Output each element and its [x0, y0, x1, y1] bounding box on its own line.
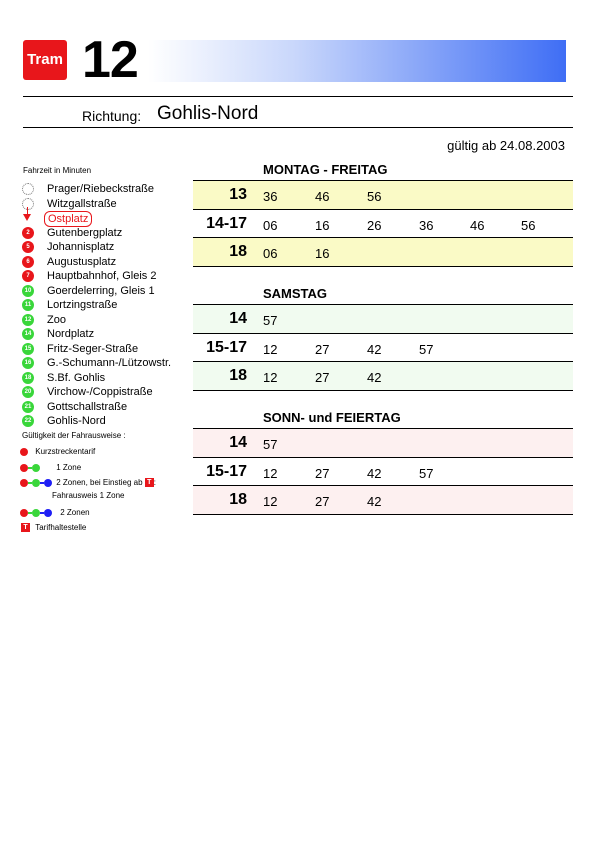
- stop-name: Fritz-Seger-Straße: [47, 342, 139, 355]
- header-divider: [23, 96, 573, 97]
- stop-marker: 18: [22, 372, 34, 384]
- tariff-stop-icon: T: [21, 523, 30, 532]
- legend-two-zones-boarding: 2 Zonen, bei Einstieg ab T :: [20, 478, 156, 487]
- departure-minute: 42: [367, 341, 382, 357]
- tariff-stop-icon: T: [145, 478, 154, 487]
- departure-minute: 42: [367, 494, 382, 509]
- direction-label: Richtung:: [82, 108, 142, 124]
- line-number: 12: [82, 31, 138, 89]
- departure-minute: 16: [315, 246, 330, 261]
- direction-arrow-icon: [23, 214, 31, 221]
- departure-minute: 36: [419, 217, 434, 233]
- stop-row: [20, 327, 190, 341]
- departure-minute: 57: [419, 341, 434, 357]
- timetable-row: [193, 429, 573, 458]
- stop-name: Augustusplatz: [47, 255, 117, 268]
- legend-short-trip: [20, 447, 95, 456]
- stop-marker: 21: [22, 401, 34, 413]
- stop-name: Prager/Riebeckstraße: [47, 183, 154, 195]
- stop-name: Virchow-/Coppistraße: [47, 386, 153, 398]
- header-gradient-bar: [148, 40, 566, 82]
- stop-row: [20, 211, 190, 225]
- stop-name: Goerdelerring, Gleis 1: [47, 284, 155, 297]
- stop-name: Gutenbergplatz: [47, 226, 123, 239]
- legend-one-zone: [20, 463, 81, 472]
- legend-two-zones-boarding-label: 2 Zonen, bei Einstieg ab: [56, 478, 143, 487]
- stop-row: [20, 400, 190, 414]
- departure-minute: 36: [263, 189, 278, 204]
- departure-minute: 06: [263, 217, 278, 233]
- stop-name: Hauptbahnhof, Gleis 2: [47, 270, 157, 282]
- stop-row: [20, 385, 190, 399]
- timetable-row: [193, 210, 573, 239]
- hour-label: 18: [229, 367, 247, 384]
- stop-row: [20, 371, 190, 385]
- departure-minute: 27: [315, 341, 330, 357]
- stop-marker: 10: [22, 285, 34, 297]
- stop-marker: 14: [22, 328, 34, 340]
- departure-minute: 46: [315, 189, 330, 204]
- stop-name: Gohlis-Nord: [47, 415, 106, 427]
- stop-marker: [22, 198, 34, 210]
- legend-tariff-stop: [20, 523, 86, 532]
- stop-row: [20, 298, 190, 312]
- hour-label: 14: [229, 434, 247, 451]
- stop-row: [20, 182, 190, 196]
- green-dot-icon: [32, 509, 40, 517]
- blue-dot-icon: [44, 509, 52, 517]
- departure-minute: 42: [367, 370, 382, 385]
- stop-marker: 12: [22, 314, 34, 326]
- departure-minute: 12: [263, 341, 278, 357]
- travel-time-caption: Fahrzeit in Minuten: [23, 166, 92, 175]
- timetable-row: [193, 305, 573, 334]
- departure-minute: 57: [263, 313, 278, 328]
- timetable-row: [193, 334, 573, 363]
- green-dot-icon: [32, 464, 40, 472]
- stop-name: Witzgallstraße: [47, 197, 117, 210]
- stop-marker: 22: [22, 415, 34, 427]
- legend-two-zones: [20, 508, 90, 517]
- stop-name: Lortzingstraße: [47, 299, 118, 311]
- departure-minute: 42: [367, 465, 382, 481]
- section-title: SAMSTAG: [263, 286, 328, 301]
- departure-minute: 06: [263, 246, 278, 261]
- departure-minute: 12: [263, 494, 278, 509]
- stop-row: [20, 356, 190, 370]
- departure-minute: 57: [419, 465, 434, 481]
- departure-minute: 56: [521, 217, 536, 233]
- stop-marker: [22, 183, 34, 195]
- legend-one-zone-label: 1 Zone: [56, 463, 82, 472]
- tram-badge: Tram: [23, 40, 67, 80]
- stop-name: Nordplatz: [47, 328, 95, 340]
- departure-minute: 27: [315, 370, 330, 385]
- red-dot-icon: [20, 509, 28, 517]
- direction-divider: [23, 127, 573, 128]
- hour-label: 18: [229, 243, 247, 260]
- stop-name: G.-Schumann-/Lützowstr.: [47, 357, 172, 369]
- departure-minute: 12: [263, 370, 278, 385]
- red-dot-icon: [20, 448, 28, 456]
- red-dot-icon: [20, 479, 28, 487]
- hour-label: 13: [229, 186, 247, 203]
- stop-row: [20, 255, 190, 269]
- stop-name: Johannisplatz: [47, 241, 115, 253]
- stop-row: [20, 313, 190, 327]
- hour-label: 14-17: [206, 214, 247, 232]
- departure-minute: 16: [315, 217, 330, 233]
- timetable-row: [193, 181, 573, 210]
- stop-row: [20, 284, 190, 298]
- stop-marker: 7: [22, 270, 34, 282]
- current-stop-name: Ostplatz: [44, 211, 92, 227]
- valid-from-date: gültig ab 24.08.2003: [447, 138, 565, 153]
- stop-marker: 6: [22, 256, 34, 268]
- direction-value: Gohlis-Nord: [157, 103, 259, 124]
- stop-row: [20, 269, 190, 283]
- stop-row: [20, 342, 190, 356]
- timetable-row: [193, 362, 573, 391]
- stop-row: [20, 240, 190, 254]
- stop-marker: 16: [22, 357, 34, 369]
- timetable-row: [193, 458, 573, 487]
- stop-name: Zoo: [47, 313, 66, 326]
- legend-tariff-stop-label: Tarifhaltestelle: [35, 523, 87, 532]
- departure-minute: 12: [263, 465, 278, 481]
- hour-label: 15-17: [206, 338, 247, 356]
- departure-minute: 27: [315, 465, 330, 481]
- stop-marker: 2: [22, 227, 34, 239]
- red-dot-icon: [20, 464, 28, 472]
- legend-boarding-note: Fahrausweis 1 Zone: [52, 491, 125, 500]
- stop-marker: 15: [22, 343, 34, 355]
- hour-label: 15-17: [206, 462, 247, 480]
- departure-minute: 46: [470, 217, 485, 233]
- departure-minute: 26: [367, 217, 382, 233]
- legend-two-zones-label: 2 Zonen: [60, 508, 90, 517]
- hour-label: 14: [229, 310, 247, 327]
- stop-row: [20, 414, 190, 428]
- timetable-row: [193, 238, 573, 267]
- stop-marker: 20: [22, 386, 34, 398]
- hour-label: 18: [229, 491, 247, 508]
- departure-minute: 27: [315, 494, 330, 509]
- legend-short-trip-label: Kurzstreckentarif: [35, 447, 96, 456]
- blue-dot-icon: [44, 479, 52, 487]
- green-dot-icon: [32, 479, 40, 487]
- ticket-validity-caption: Gültigkeit der Fahrausweise :: [22, 431, 126, 440]
- section-title: SONN- und FEIERTAG: [263, 410, 401, 425]
- timetable-row: [193, 486, 573, 515]
- stop-marker: 5: [22, 241, 34, 253]
- stop-marker: 11: [22, 299, 34, 311]
- stop-row: [20, 226, 190, 240]
- departure-minute: 57: [263, 437, 278, 452]
- section-title: MONTAG - FREITAG: [263, 162, 388, 177]
- departure-minute: 56: [367, 189, 382, 204]
- stop-name: S.Bf. Gohlis: [47, 371, 106, 384]
- stop-name: Gottschallstraße: [47, 400, 128, 413]
- stop-row: [20, 197, 190, 211]
